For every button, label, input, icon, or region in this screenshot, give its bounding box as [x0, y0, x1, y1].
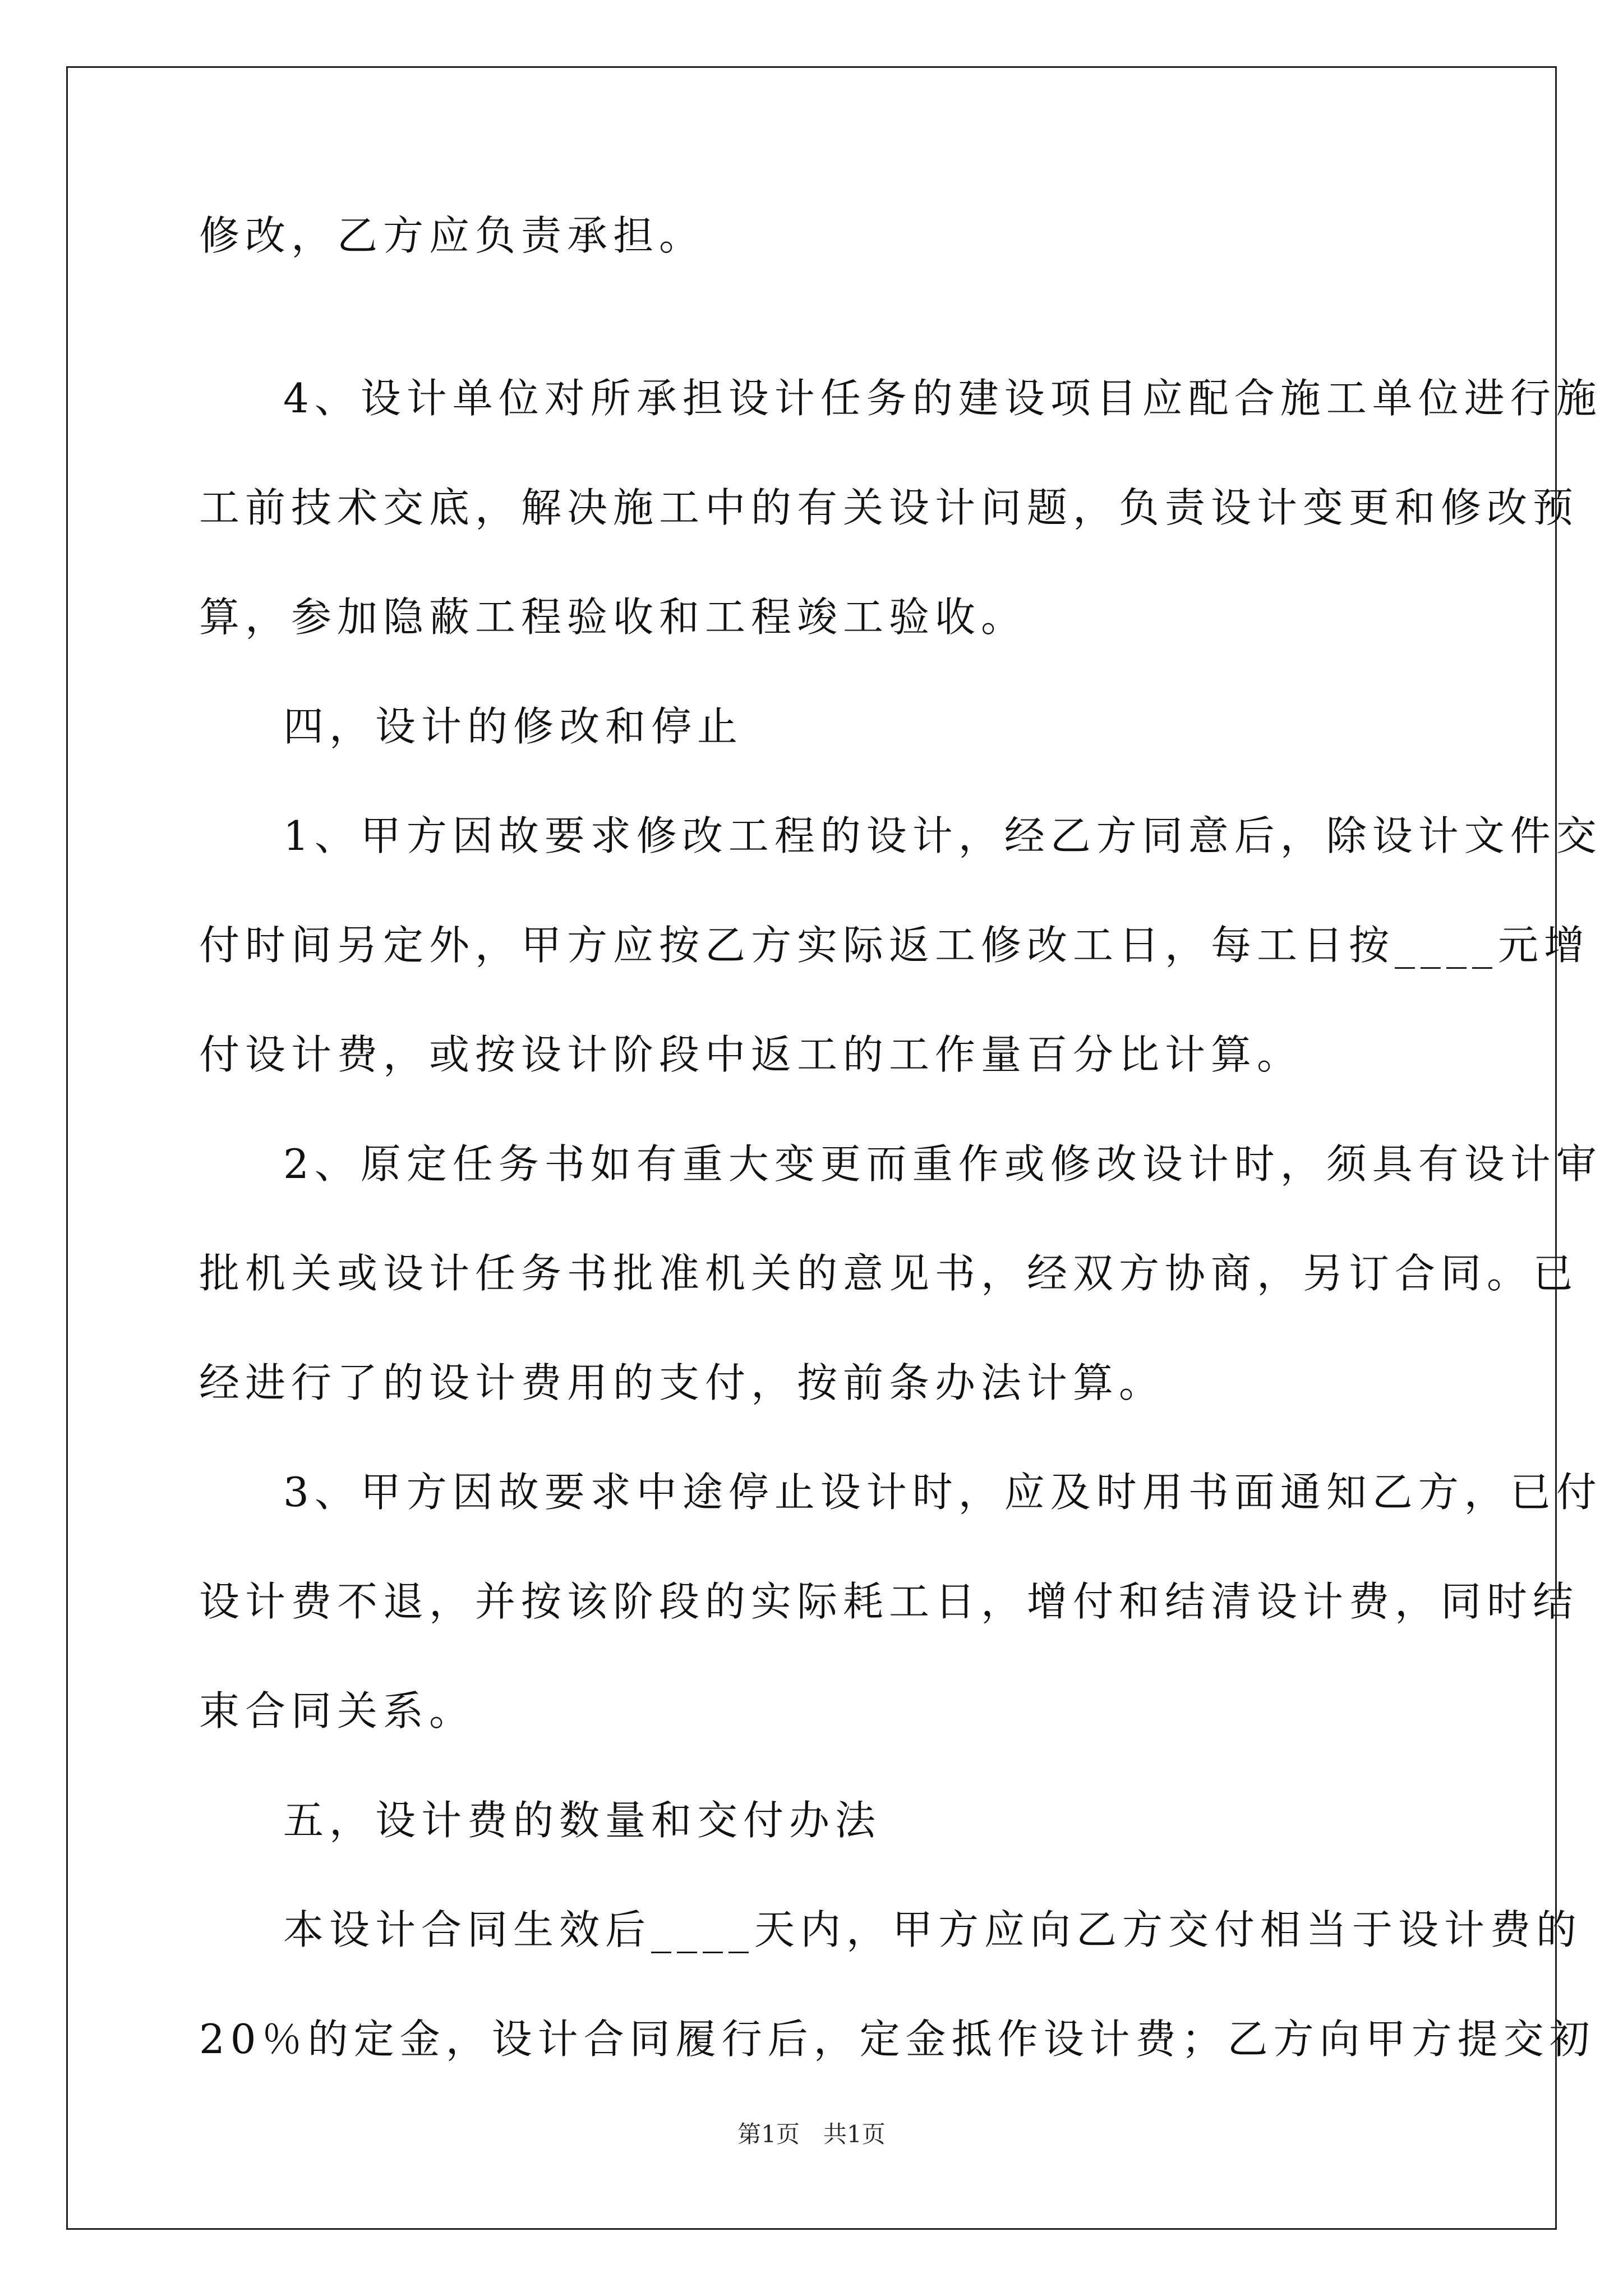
- section-heading: 五，设计费的数量和交付办法: [283, 1797, 882, 1844]
- text-line: 付时间另定外，甲方应按乙方实际返工修改工日，每工日按____元增: [199, 922, 1590, 969]
- text-line: 本设计合同生效后____天内，甲方应向乙方交付相当于设计费的: [283, 1906, 1583, 1953]
- text-line: 经进行了的设计费用的支付，按前条办法计算。: [199, 1359, 1165, 1406]
- text-line: 2、原定任务书如有重大变更而重作或修改设计时，须具有设计审: [283, 1140, 1602, 1188]
- text-line: 20％的定金，设计合同履行后，定金抵作设计费；乙方向甲方提交初: [199, 2016, 1596, 2063]
- text-line: 3、甲方因故要求中途停止设计时，应及时用书面通知乙方，已付: [283, 1469, 1602, 1516]
- text-line: 4、设计单位对所承担设计任务的建设项目应配合施工单位进行施: [283, 375, 1602, 422]
- section-heading: 四，设计的修改和停止: [283, 703, 744, 750]
- text-line: 修改，乙方应负责承担。: [199, 212, 706, 259]
- text-line: 批机关或设计任务书批准机关的意见书，经双方协商，另订合同。已: [199, 1250, 1579, 1297]
- text-line: 设计费不退，并按该阶段的实际耗工日，增付和结清设计费，同时结: [199, 1578, 1579, 1625]
- text-line: 1、甲方因故要求修改工程的设计，经乙方同意后，除设计文件交: [283, 812, 1602, 859]
- text-line: 付设计费，或按设计阶段中返工的工作量百分比计算。: [199, 1031, 1303, 1078]
- text-line: 工前技术交底，解决施工中的有关设计问题，负责设计变更和修改预: [199, 484, 1579, 531]
- text-line: 算，参加隐蔽工程验收和工程竣工验收。: [199, 593, 1027, 641]
- text-line: 束合同关系。: [199, 1687, 476, 1734]
- page-footer: 第1页 共1页: [737, 2120, 886, 2148]
